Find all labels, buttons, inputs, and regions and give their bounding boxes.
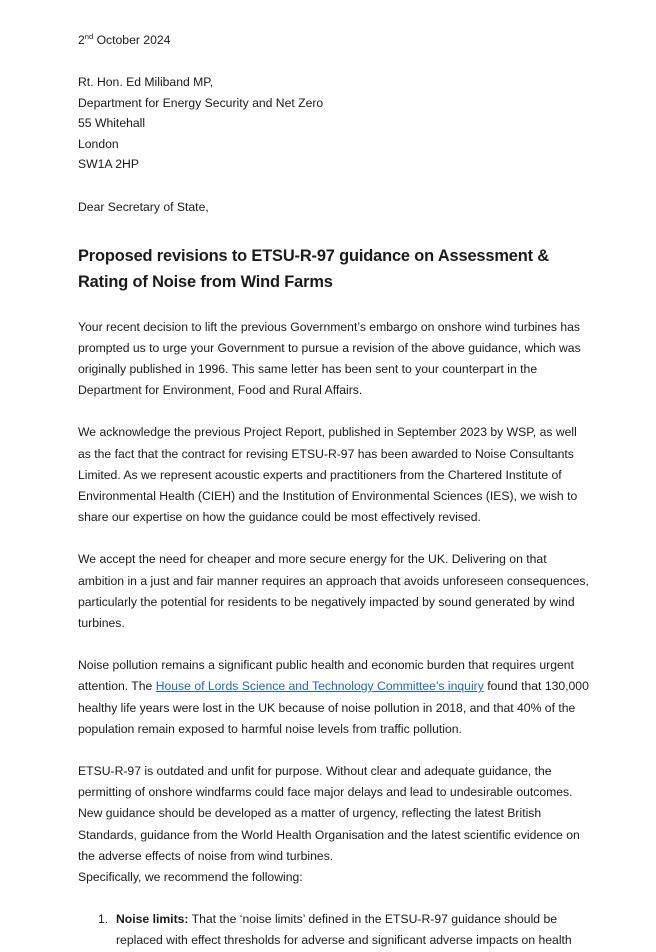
paragraph-gap: [78, 528, 590, 549]
address-line: London: [78, 136, 119, 151]
recommendations-list: [78, 909, 590, 951]
paragraph-gap: [78, 634, 590, 655]
spacer-after-title: [78, 295, 590, 317]
paragraph-gap: [78, 401, 590, 422]
page-title: Proposed revisions to ETSU-R-97 guidance on Assessment & Rating of Noise from Wind Farms: [78, 246, 549, 291]
recipient-address: [78, 72, 590, 175]
recommendation-lead-in: Specifically, we recommend the following:: [78, 869, 303, 884]
noise-pollution-paragraph: [78, 655, 590, 740]
list-item: [78, 909, 590, 951]
house-of-lords-inquiry-link[interactable]: House of Lords Science and Technology Committee’s inquiry: [155, 679, 484, 694]
paragraph-gap: [78, 740, 590, 761]
address-line: Department for Energy Security and Net Zero: [78, 95, 324, 110]
spacer-after-address: [78, 175, 590, 197]
address-line: Rt. Hon. Ed Miliband MP,: [78, 75, 214, 89]
body-paragraph: We accept the need for cheaper and more secure energy for the UK. Delivering on that ambition in a just and fair manner requires an approach that avoids unforeseen consequences, particularly the potential for residents to be negatively impacted by sound generated by wind turbines.: [78, 552, 589, 630]
letter-date: [78, 30, 590, 50]
body-paragraph: Your recent decision to lift the previous Government’s embargo on onshore wind turbines has prompted us to urge your Government to pursue a revision of the above guidance, which was originally published in 1996. This same letter has been sent to your counterpart in the Department for Environment, Food and Rural Affairs.: [78, 319, 581, 398]
list-item-number: 1.: [98, 912, 109, 927]
list-item-label: Noise limits:: [116, 912, 189, 927]
address-line: 55 Whitehall: [78, 116, 146, 130]
date-rest: October 2024: [93, 33, 171, 47]
address-line: SW1A 2HP: [78, 157, 139, 171]
spacer-after-date: [78, 50, 590, 72]
paragraph-text-before-link: Noise pollution remains a significant public health and economic burden that requires urgent attention. The: [78, 658, 574, 694]
date-ordinal-suffix: nd: [84, 31, 94, 41]
outdated-guidance-paragraph: ETSU-R-97 is outdated and unfit for purpose. Without clear and adequate guidance, the permitting of onshore windfarms could face major delays and lead to undesirable outcomes. New guidance should be developed as a matter of urgency, reflecting the latest British Standards, guidance from the World Health Organisation and the latest scientific evidence on the adverse effects of noise from wind turbines.: [78, 763, 580, 863]
spacer-after-salutation: [78, 217, 590, 243]
spacer-before-list: [78, 888, 590, 909]
date-day: 2: [78, 33, 85, 47]
salutation: Dear Secretary of State,: [78, 199, 209, 214]
paragraph-text-after-link: found that 130,000 healthy life years were lost in the UK because of noise pollution in 2018, and that 40% of the population remain exposed to harmful noise levels from traffic pollution.: [78, 679, 589, 736]
list-item-text: That the ‘noise limits’ defined in the ETSU-R-97 guidance should be replaced with effect thresholds for adverse and significant adverse impacts on health: [116, 912, 572, 948]
body-paragraph: We acknowledge the previous Project Report, published in September 2023 by WSP, as well as the fact that the contract for revising ETSU-R-97 has been awarded to Noise Consultants Limited. As we represent acoustic experts and practitioners from the Chartered Institute of Environmental Health (CIEH) and the Institution of Environmental Sciences (IES), we wish to share our expertise on how the guidance could be most effectively revised.: [78, 425, 578, 525]
